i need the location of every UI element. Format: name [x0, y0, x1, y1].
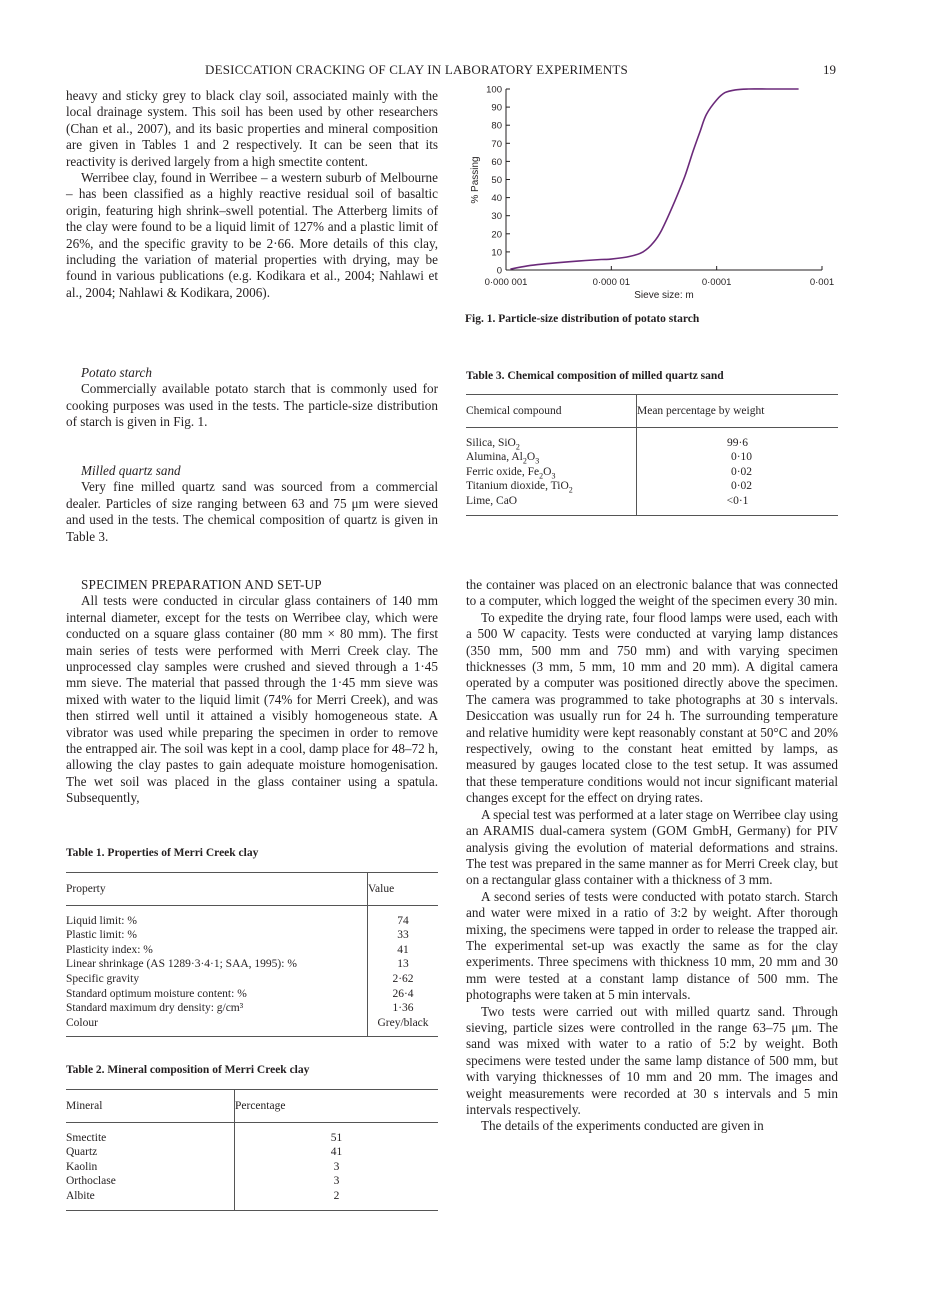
svg-text:100: 100 [486, 84, 502, 96]
compound-titanium-dioxide: Titanium dioxide, TiO$_2$ [466, 480, 573, 495]
paragraph-werribee: Werribee clay, found in Werribee – a western suburb of Melbourne – has been classified as a highly reactive residual soil of basaltic origin, featuring high shrink–swell potential. The Atterberg limits of the clay were found to be a liquid limit of 127% and a plastic limit of 26%, and the specific gravity to be 2·66. More details of this clay, including the variation of material properties with drying, may be found in various publications (e.g. Kodikara et al., 2004; Nahlawi et al., 2004; Nahlawi & Kodikara, 2006). [66, 170, 438, 300]
left-column-top [66, 88, 438, 301]
table-header: Chemical compound [466, 395, 637, 428]
table-row: Titanium dioxide, TiO$_2$ 0·02 [466, 479, 838, 494]
figure-1 [462, 82, 842, 332]
svg-text:0·001: 0·001 [809, 277, 835, 288]
svg-text:30: 30 [491, 211, 502, 223]
svg-text:0: 0 [496, 265, 502, 277]
table-row: Quartz 41 [66, 1145, 438, 1160]
table-row: Colour Grey/black [66, 1016, 438, 1037]
y-axis-label: % Passing [470, 156, 481, 204]
subheading-milled-quartz: Milled quartz sand [81, 463, 181, 478]
table-header: Property [66, 873, 368, 906]
svg-text:0·0001: 0·0001 [701, 277, 732, 288]
svg-text:80: 80 [491, 120, 502, 132]
table-header: Value [368, 873, 439, 906]
table-row: Standard optimum moisture content: % 26·4 [66, 987, 438, 1002]
table-header: Mean percentage by weight [637, 395, 839, 428]
section-specimen-preparation [66, 577, 438, 807]
table-header: Percentage [235, 1090, 439, 1123]
svg-text:50: 50 [491, 175, 502, 186]
starch-distribution-curve [510, 89, 798, 269]
table-row: Smectite 51 [66, 1122, 438, 1145]
page-number: 19 [823, 62, 836, 77]
x-ticks [485, 266, 835, 288]
table-row: Liquid limit: % 74 [66, 905, 438, 928]
table-3 [466, 370, 838, 516]
paragraph-specimen-preparation: All tests were conducted in circular glass containers of 140 mm internal diameter, except for the tests on Werribee clay, which were conducted on a square glass container (80 mm × 80 mm). The first main series of tests were performed with Merri Creek clay. The unprocessed clay samples were crushed and sieved through a 1·45 mm sieve. The material that passed through the 1·45 mm sieve was mixed with water to the liquid limit (74% for Merri Creek), and was then stirred well until it attained a visibly homogeneous state. A vibrator was used while preparing the specimen in order to remove the entrapped air. The soil was kept in a cool, damp place for 48–72 h, allowing the clay pastes to gain adequate moisture homogenisation. The wet soil was placed in the glass container using a spatula. Subsequently, [66, 593, 438, 806]
table-row: Linear shrinkage (AS 1289·3·4·1; SAA, 1995): % 13 [66, 957, 438, 972]
section-milled-quartz [66, 463, 438, 545]
svg-text:20: 20 [491, 229, 502, 241]
right-column [466, 577, 838, 1135]
svg-text:0·000 01: 0·000 01 [592, 277, 631, 288]
table-1-caption: Table 1. Properties of Merri Creek clay [66, 847, 259, 859]
table-row: Silica, SiO$_2$ 99·6 [466, 427, 838, 450]
table-2 [66, 1064, 438, 1211]
table-row: Orthoclase 3 [66, 1174, 438, 1189]
table-header: Mineral [66, 1090, 235, 1123]
particle-size-chart [462, 82, 842, 307]
table-row: Ferric oxide, $Fe_2O_3$ 0·02 [466, 465, 838, 480]
table-2-caption: Table 2. Mineral composition of Merri Creek clay [66, 1064, 310, 1076]
paragraph-merri-creek-intro: heavy and sticky grey to black clay soil, associated mainly with the local drainage system. This soil has been used by other researchers (Chan et al., 2007), and its basic properties and mineral composition are given in Tables 1 and 2 respectively. It can be seen that its reactivity is derived largely from a high smectite content. [66, 88, 438, 169]
section-potato-starch [66, 365, 438, 431]
table-row: Specific gravity 2·62 [66, 972, 438, 987]
compound-ferric-oxide: Ferric oxide, $Fe_2O_3$ [466, 465, 556, 481]
table-row: Alumina, $Al_2O_3$ 0·10 [466, 450, 838, 465]
svg-text:90: 90 [491, 102, 502, 114]
compound-silica: Silica, SiO$_2$ [466, 436, 520, 451]
table-row: Plastic limit: % 33 [66, 928, 438, 943]
table-1 [66, 847, 438, 1037]
paragraph-milled-quartz: Very fine milled quartz sand was sourced from a commercial dealer. Particles of size ranging between 63 and 75 μm were sieved and used in the tests. The chemical composition of quartz is given in Table 3. [66, 479, 438, 544]
compound-alumina: Alumina, $Al_2O_3$ [466, 451, 540, 466]
figure-1-caption: Fig. 1. Particle-size distribution of potato starch [465, 313, 700, 325]
paragraph-aramis-test: A special test was performed at a later stage on Werribee clay using an ARAMIS dual-camera system (GOM GmbH, Germany) for PIV analysis giving the evolution of material deformations and strains. The test was prepared in the same manner as for Merri Creek clay, but on a rectangular glass container with a thickness of 3 mm. [466, 806, 838, 888]
table-row: Plasticity index: % 41 [66, 943, 438, 958]
svg-text:40: 40 [491, 193, 502, 205]
table-row: Standard maximum dry density: g/cm³ 1·36 [66, 1001, 438, 1016]
subheading-potato-starch: Potato starch [81, 365, 152, 380]
paragraph-sand-tests: Two tests were carried out with milled quartz sand. Through sieving, particle sizes were controlled in the range 63–75 μm. The sand was mixed with water to a ratio of 5:2 by weight. Both specimens were tested under the same lamp distance of 500 mm, but with varying thicknesses of 10 mm and 20 mm. The images and weight measurements were recorded at 30 s intervals and 5 min intervals respectively. [466, 1003, 838, 1117]
table-3-caption: Table 3. Chemical composition of milled quartz sand [466, 370, 724, 382]
svg-text:60: 60 [491, 156, 502, 168]
table-row: Albite 2 [66, 1189, 438, 1210]
table-row: Kaolin 3 [66, 1160, 438, 1175]
svg-text:0·000 001: 0·000 001 [484, 277, 528, 288]
paragraph-drying-setup: To expedite the drying rate, four flood lamps were used, each with a 500 W capacity. Tests were conducted at varying lamp distances (350 mm, 500 mm and 750 mm) and with varying specimen thicknesses (3 mm, 5 mm, 10 mm and 20 mm). A digital camera operated by a computer was positioned directly above the specimen. The camera was programmed to take photographs at 30 s intervals. Desiccation was usually run for 24 h. The surrounding temperature and relative humidity were kept reasonably constant at 50°C and 20% respectively, owing to the constant heat emitted by lamps, as measured by gauges located close to the test setup. It was assumed that these temperature conditions would not incur significant material changes except for the effect on drying rates. [466, 609, 838, 806]
x-axis-label: Sieve size: m [634, 290, 694, 301]
paragraph-potato-starch: Commercially available potato starch that is commonly used for cooking purposes was used in the tests. The particle-size distribution of starch is given in Fig. 1. [66, 381, 438, 430]
paragraph-balance: the container was placed on an electronic balance that was connected to a computer, which logged the weight of the specimen every 30 min. [466, 577, 838, 609]
section-heading: SPECIMEN PREPARATION AND SET-UP [81, 577, 322, 592]
table-row: Lime, CaO <0·1 [466, 494, 838, 515]
running-title: DESICCATION CRACKING OF CLAY IN LABORATORY EXPERIMENTS [205, 62, 628, 77]
svg-text:10: 10 [491, 247, 502, 259]
svg-text:70: 70 [491, 138, 502, 150]
paragraph-experiment-details: The details of the experiments conducted are given in [481, 1118, 764, 1134]
paragraph-starch-tests: A second series of tests were conducted with potato starch. Starch and water were mixed in a ratio of 3:2 by weight. After thorough mixing, the specimens were tapped in order to release the trapped air. The experimental set-up was exactly the same as for the clay experiments. Three specimens with thickness 10 mm, 20 mm and 30 mm were tested at a constant lamp distance of 500 mm. The photographs were taken at 5 min intervals. [466, 888, 838, 1003]
